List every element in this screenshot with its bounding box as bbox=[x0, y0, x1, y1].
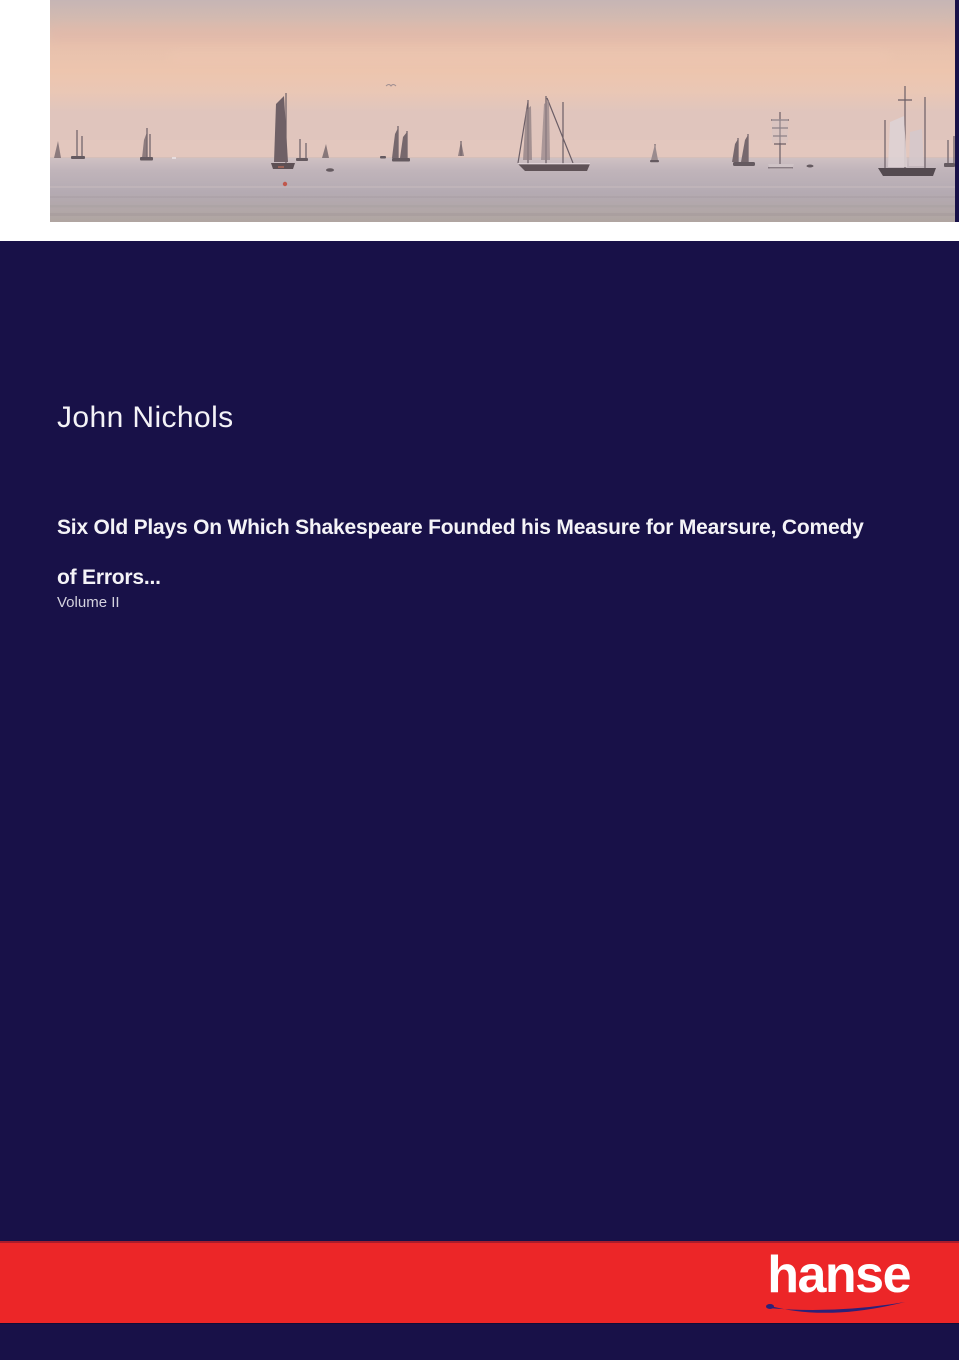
cover-body bbox=[0, 241, 959, 1241]
photo-right-edge bbox=[955, 0, 959, 222]
book-title-line-2: of Errors... bbox=[57, 566, 161, 589]
cover-photo-ships-at-sea bbox=[50, 0, 955, 222]
publisher-logo: hanse bbox=[767, 1246, 910, 1304]
volume-subtitle: Volume II bbox=[57, 594, 120, 611]
footer-band bbox=[0, 1323, 959, 1360]
photo-band bbox=[0, 0, 959, 241]
book-title-line-1: Six Old Plays On Which Shakespeare Founded his Measure for Mearsure, Comedy bbox=[57, 516, 864, 539]
book-title bbox=[57, 503, 929, 603]
author-name: John Nichols bbox=[57, 401, 234, 434]
publisher-band bbox=[0, 1241, 959, 1323]
publisher-logo-swoosh-icon bbox=[765, 1300, 907, 1318]
